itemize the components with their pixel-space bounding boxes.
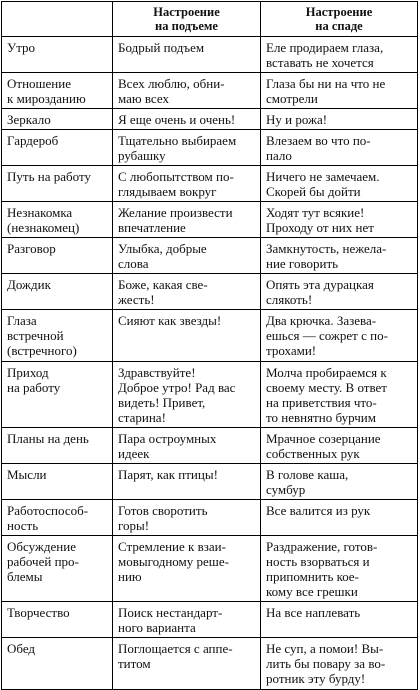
row-category-cell: Гардероб [2,130,113,166]
mood-up-cell: Желание произвести впечатление [113,202,261,238]
mood-up-cell: С любопытством по- глядываем вокруг [113,166,261,202]
row-category-cell: Путь на работу [2,166,113,202]
header-category [2,2,113,37]
mood-down-cell: На все наплевать [261,602,418,638]
row-category-cell: Дождик [2,274,113,310]
table-row [2,166,418,202]
header-mood-down: Настроение на спаде [261,2,418,37]
mood-down-cell: Ничего не замечаем. Скорей бы дойти [261,166,418,202]
row-category-cell: Утро [2,37,113,73]
row-category-cell: Разговор [2,238,113,274]
mood-up-cell: Я еще очень и очень! [113,109,261,130]
table-row [2,310,418,362]
row-category-cell: Приход на работу [2,362,113,428]
mood-comparison-table [1,1,418,690]
mood-down-cell: Не суп, а помои! Вы- лить бы повару за во- ротник эту бурду! [261,638,418,690]
table-header-row [2,2,418,37]
mood-up-cell: Поглощается с аппе- титом [113,638,261,690]
mood-up-cell: Готов своротить горы! [113,500,261,536]
mood-down-cell: Молча пробираемся к своему месту. В ответ на приветствия что- то невнятно бурчим [261,362,418,428]
mood-down-cell: Еле продираем глаза, вставать не хочется [261,37,418,73]
mood-up-cell: Боже, какая све- жесть! [113,274,261,310]
mood-up-cell: Тщательно выбираем рубашку [113,130,261,166]
mood-up-cell: Бодрый подъем [113,37,261,73]
row-category-cell: Мысли [2,464,113,500]
row-category-cell: Творчество [2,602,113,638]
mood-down-cell: Ну и рожа! [261,109,418,130]
table-row [2,602,418,638]
mood-down-cell: Глаза бы ни на что не смотрели [261,73,418,109]
table-row [2,130,418,166]
mood-down-cell: Все валится из рук [261,500,418,536]
mood-up-cell: Пара остроумных идеек [113,428,261,464]
mood-up-cell: Стремление к взаи- мовыгодному реше- нию [113,536,261,602]
mood-down-cell: Влезаем во что по- пало [261,130,418,166]
table-row [2,109,418,130]
mood-up-cell: Всех люблю, обни- маю всех [113,73,261,109]
row-category-cell: Обсуждение рабочей про- блемы [2,536,113,602]
mood-up-cell: Сияют как звезды! [113,310,261,362]
mood-up-cell: Улыбка, добрые слова [113,238,261,274]
table-row [2,73,418,109]
mood-up-cell: Парят, как птицы! [113,464,261,500]
header-mood-up: Настроение на подъеме [113,2,261,37]
table-row [2,464,418,500]
mood-down-cell: Опять эта дурацкая слякоть! [261,274,418,310]
row-category-cell: Работоспособ- ность [2,500,113,536]
mood-down-cell: Ходят тут всякие! Проходу от них нет [261,202,418,238]
table-row [2,274,418,310]
table-row [2,202,418,238]
table-row [2,37,418,73]
table-row [2,638,418,690]
table-row [2,362,418,428]
row-category-cell: Глаза встречной (встречного) [2,310,113,362]
mood-up-cell: Поиск нестандарт- ного варианта [113,602,261,638]
mood-down-cell: Раздражение, готов- ность взорваться и припомнить коe- кому все грешки [261,536,418,602]
mood-down-cell: В голове каша, сумбур [261,464,418,500]
table-row [2,428,418,464]
table-row [2,238,418,274]
row-category-cell: Планы на день [2,428,113,464]
row-category-cell: Незнакомка (незнакомец) [2,202,113,238]
mood-down-cell: Два крючка. Зазева- ешься — сожрет с по- трохами! [261,310,418,362]
row-category-cell: Обед [2,638,113,690]
table-row [2,536,418,602]
mood-down-cell: Мрачное созерцание собственных рук [261,428,418,464]
mood-down-cell: Замкнутость, нежела- ние говорить [261,238,418,274]
row-category-cell: Отношение к мирозданию [2,73,113,109]
mood-up-cell: Здравствуйте! Доброе утро! Рад вас видеть! Привет, старина! [113,362,261,428]
table-row [2,500,418,536]
row-category-cell: Зеркало [2,109,113,130]
